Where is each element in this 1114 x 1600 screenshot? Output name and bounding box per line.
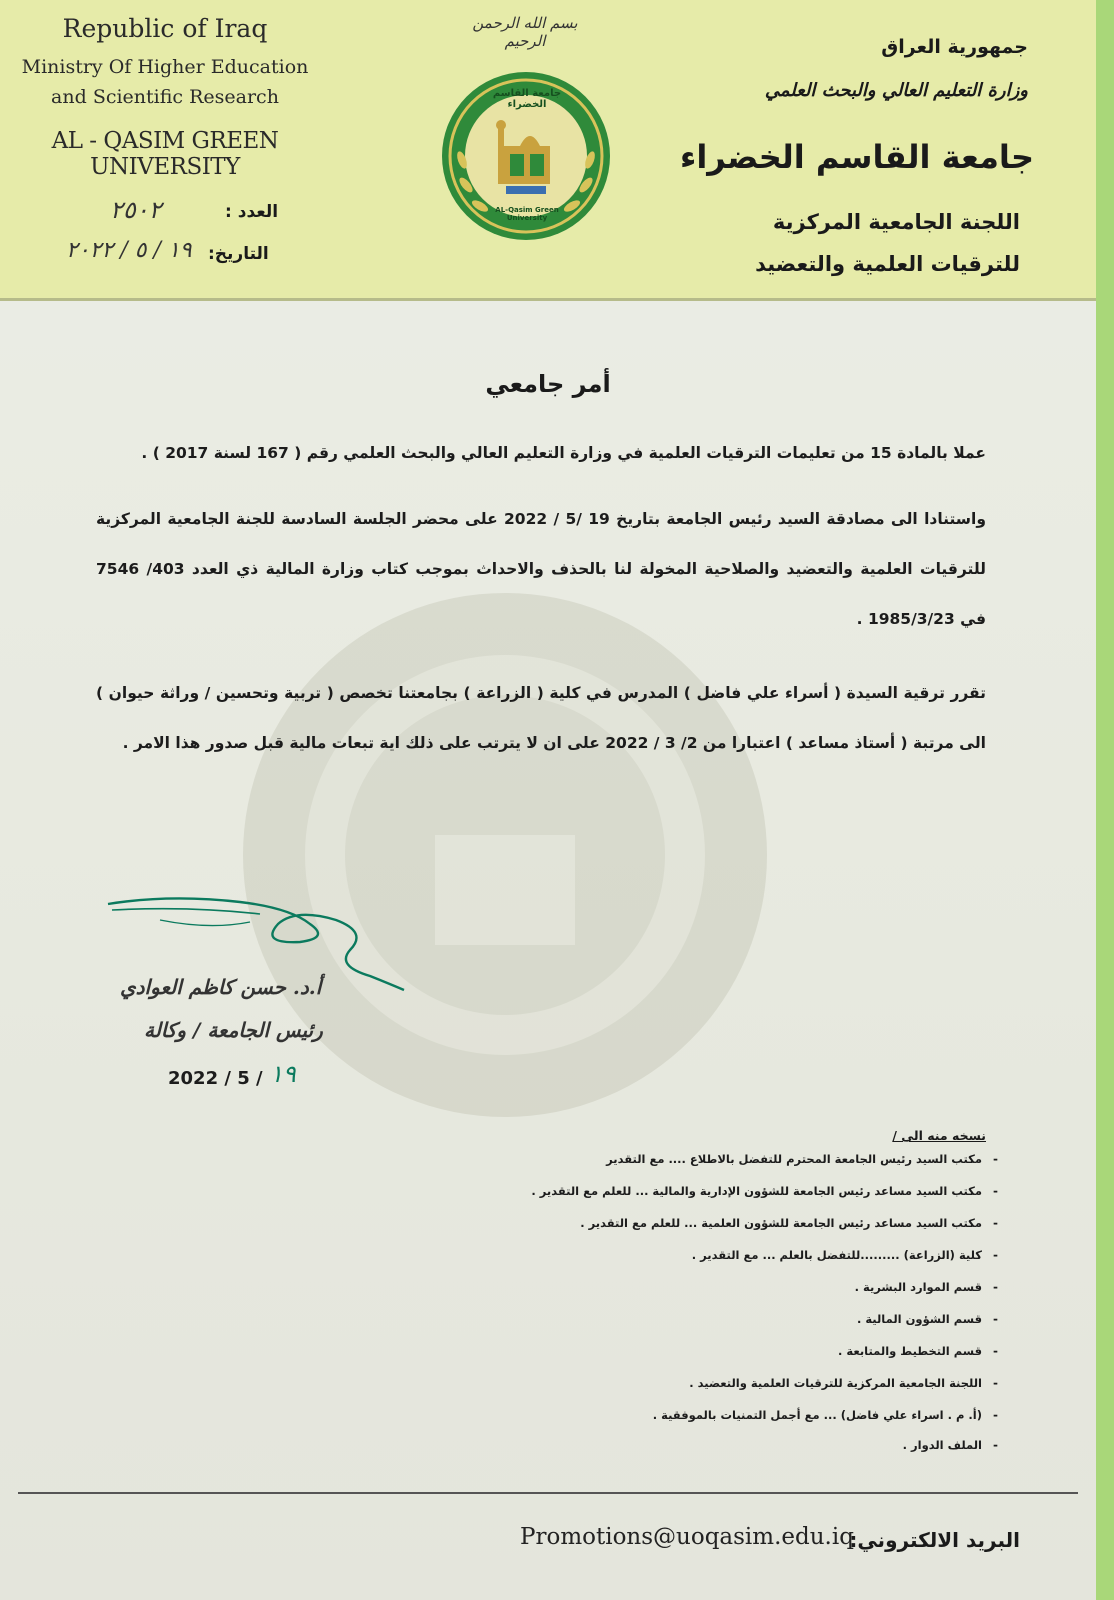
number-value: ٢٥٠٢ <box>110 196 162 224</box>
email-label: البريد الالكتروني: <box>849 1528 1020 1552</box>
page-edge <box>1096 0 1114 1600</box>
signatory-position: رئيس الجامعة / وكالة <box>144 1018 323 1042</box>
cc-item-5: قسم الموارد البشرية . <box>854 1280 982 1294</box>
cc-item-4: كلية (الزراعة) .........للتفضل بالعلم ... مع التقدير . <box>691 1248 982 1262</box>
ar-committee-line1: اللجنة الجامعية المركزية <box>772 210 1020 234</box>
ar-committee-line2: للترقيات العلمية والتعضيد <box>755 252 1020 276</box>
cc-bullet: - <box>993 1438 998 1452</box>
cc-title: نسخه منه الى / <box>892 1128 986 1143</box>
cc-bullet: - <box>993 1248 998 1262</box>
email-address[interactable]: Promotions@uoqasim.edu.iq <box>520 1524 854 1550</box>
signatory-name: أ.د. حسن كاظم العوادي <box>120 975 322 999</box>
cc-bullet: - <box>993 1184 998 1198</box>
signature-date-printed: 2022 / 5 / <box>168 1068 263 1089</box>
footer-divider <box>18 1492 1078 1494</box>
cc-item-3: مكتب السيد مساعد رئيس الجامعة للشؤون العلمية ... للعلم مع التقدير . <box>580 1216 982 1230</box>
cc-bullet: - <box>993 1376 998 1390</box>
cc-bullet: - <box>993 1280 998 1294</box>
ar-ministry: وزارة التعليم العالي والبحث العلمي <box>764 80 1028 101</box>
cc-item-1: مكتب السيد رئيس الجامعة المحترم للتفضل بالاطلاع .... مع التقدير <box>606 1152 982 1166</box>
ar-country: جمهورية العراق <box>881 36 1028 58</box>
date-value: ١٩ / ٥ / ٢٠٢٢ <box>66 238 192 263</box>
body-paragraph-1: عملا بالمادة 15 من تعليمات الترقيات العلمية في وزارة التعليم العالي والبحث العلمي رقم ( 167 لسنة 2017 ) . <box>141 444 986 462</box>
cc-bullet: - <box>993 1152 998 1166</box>
seal-watermark <box>235 585 775 1125</box>
cc-item-2: مكتب السيد مساعد رئيس الجامعة للشؤون الإدارية والمالية ... للعلم مع التقدير . <box>531 1184 982 1198</box>
document-title: أمر جامعي <box>485 370 611 398</box>
en-university-name: AL - QASIM GREEN UNIVERSITY <box>51 128 279 180</box>
cc-item-7: قسم التخطيط والمتابعة . <box>838 1344 982 1358</box>
cc-item-8: اللجنة الجامعية المركزية للترقيات العلمية والتعضيد . <box>689 1376 982 1390</box>
cc-bullet: - <box>993 1344 998 1358</box>
date-label: التاريخ: <box>208 244 269 264</box>
cc-bullet: - <box>993 1216 998 1230</box>
cc-bullet: - <box>993 1408 998 1422</box>
cc-bullet: - <box>993 1312 998 1326</box>
cc-item-9: (أ. م . اسراء علي فاضل) ... مع أجمل التمنيات بالموفقية . <box>652 1408 982 1422</box>
cc-item-6: قسم الشؤون المالية . <box>856 1312 982 1326</box>
en-ministry-line2: and Scientific Research <box>51 86 279 108</box>
ar-university-name: جامعة القاسم الخضراء <box>679 138 1034 176</box>
seal-arabic-text: جامعة القاسم الخضراء <box>492 88 562 110</box>
cc-item-10: الملف الدوار . <box>902 1438 982 1452</box>
en-country: Republic of Iraq <box>62 14 268 43</box>
body-paragraph-3: تقرر ترقية السيدة ( أسراء علي فاضل ) المدرس في كلية ( الزراعة ) بجامعتنا تخصص ( تربية وتحسين / وراثة حيوان ) الى مرتبة ( أستاذ مساعد ) اعتبارا من 2/ 3 / 2022 على ان لا يترتب على ذلك اية تبعات مالية قبل صدور هذا الامر . <box>96 684 986 752</box>
signature-date-day: ١٩ <box>270 1060 296 1088</box>
basmala: بسم الله الرحمن الرحيم <box>472 14 578 50</box>
seal-english-text: AL-Qasim Green University <box>495 206 559 222</box>
en-ministry-line1: Ministry Of Higher Education <box>21 56 309 78</box>
body-paragraph-2: واستنادا الى مصادقة السيد رئيس الجامعة بتاريخ 19 /5 / 2022 على محضر الجلسة السادسة للجنة الجامعية المركزية للترقيات العلمية والتعضيد والصلاحية المخولة لنا بالحذف والاحداث بموجب كتاب وزارة المالية ذي العدد 403/ 7546 في 1985/3/23 . <box>96 510 986 628</box>
number-label: العدد : <box>225 202 279 222</box>
